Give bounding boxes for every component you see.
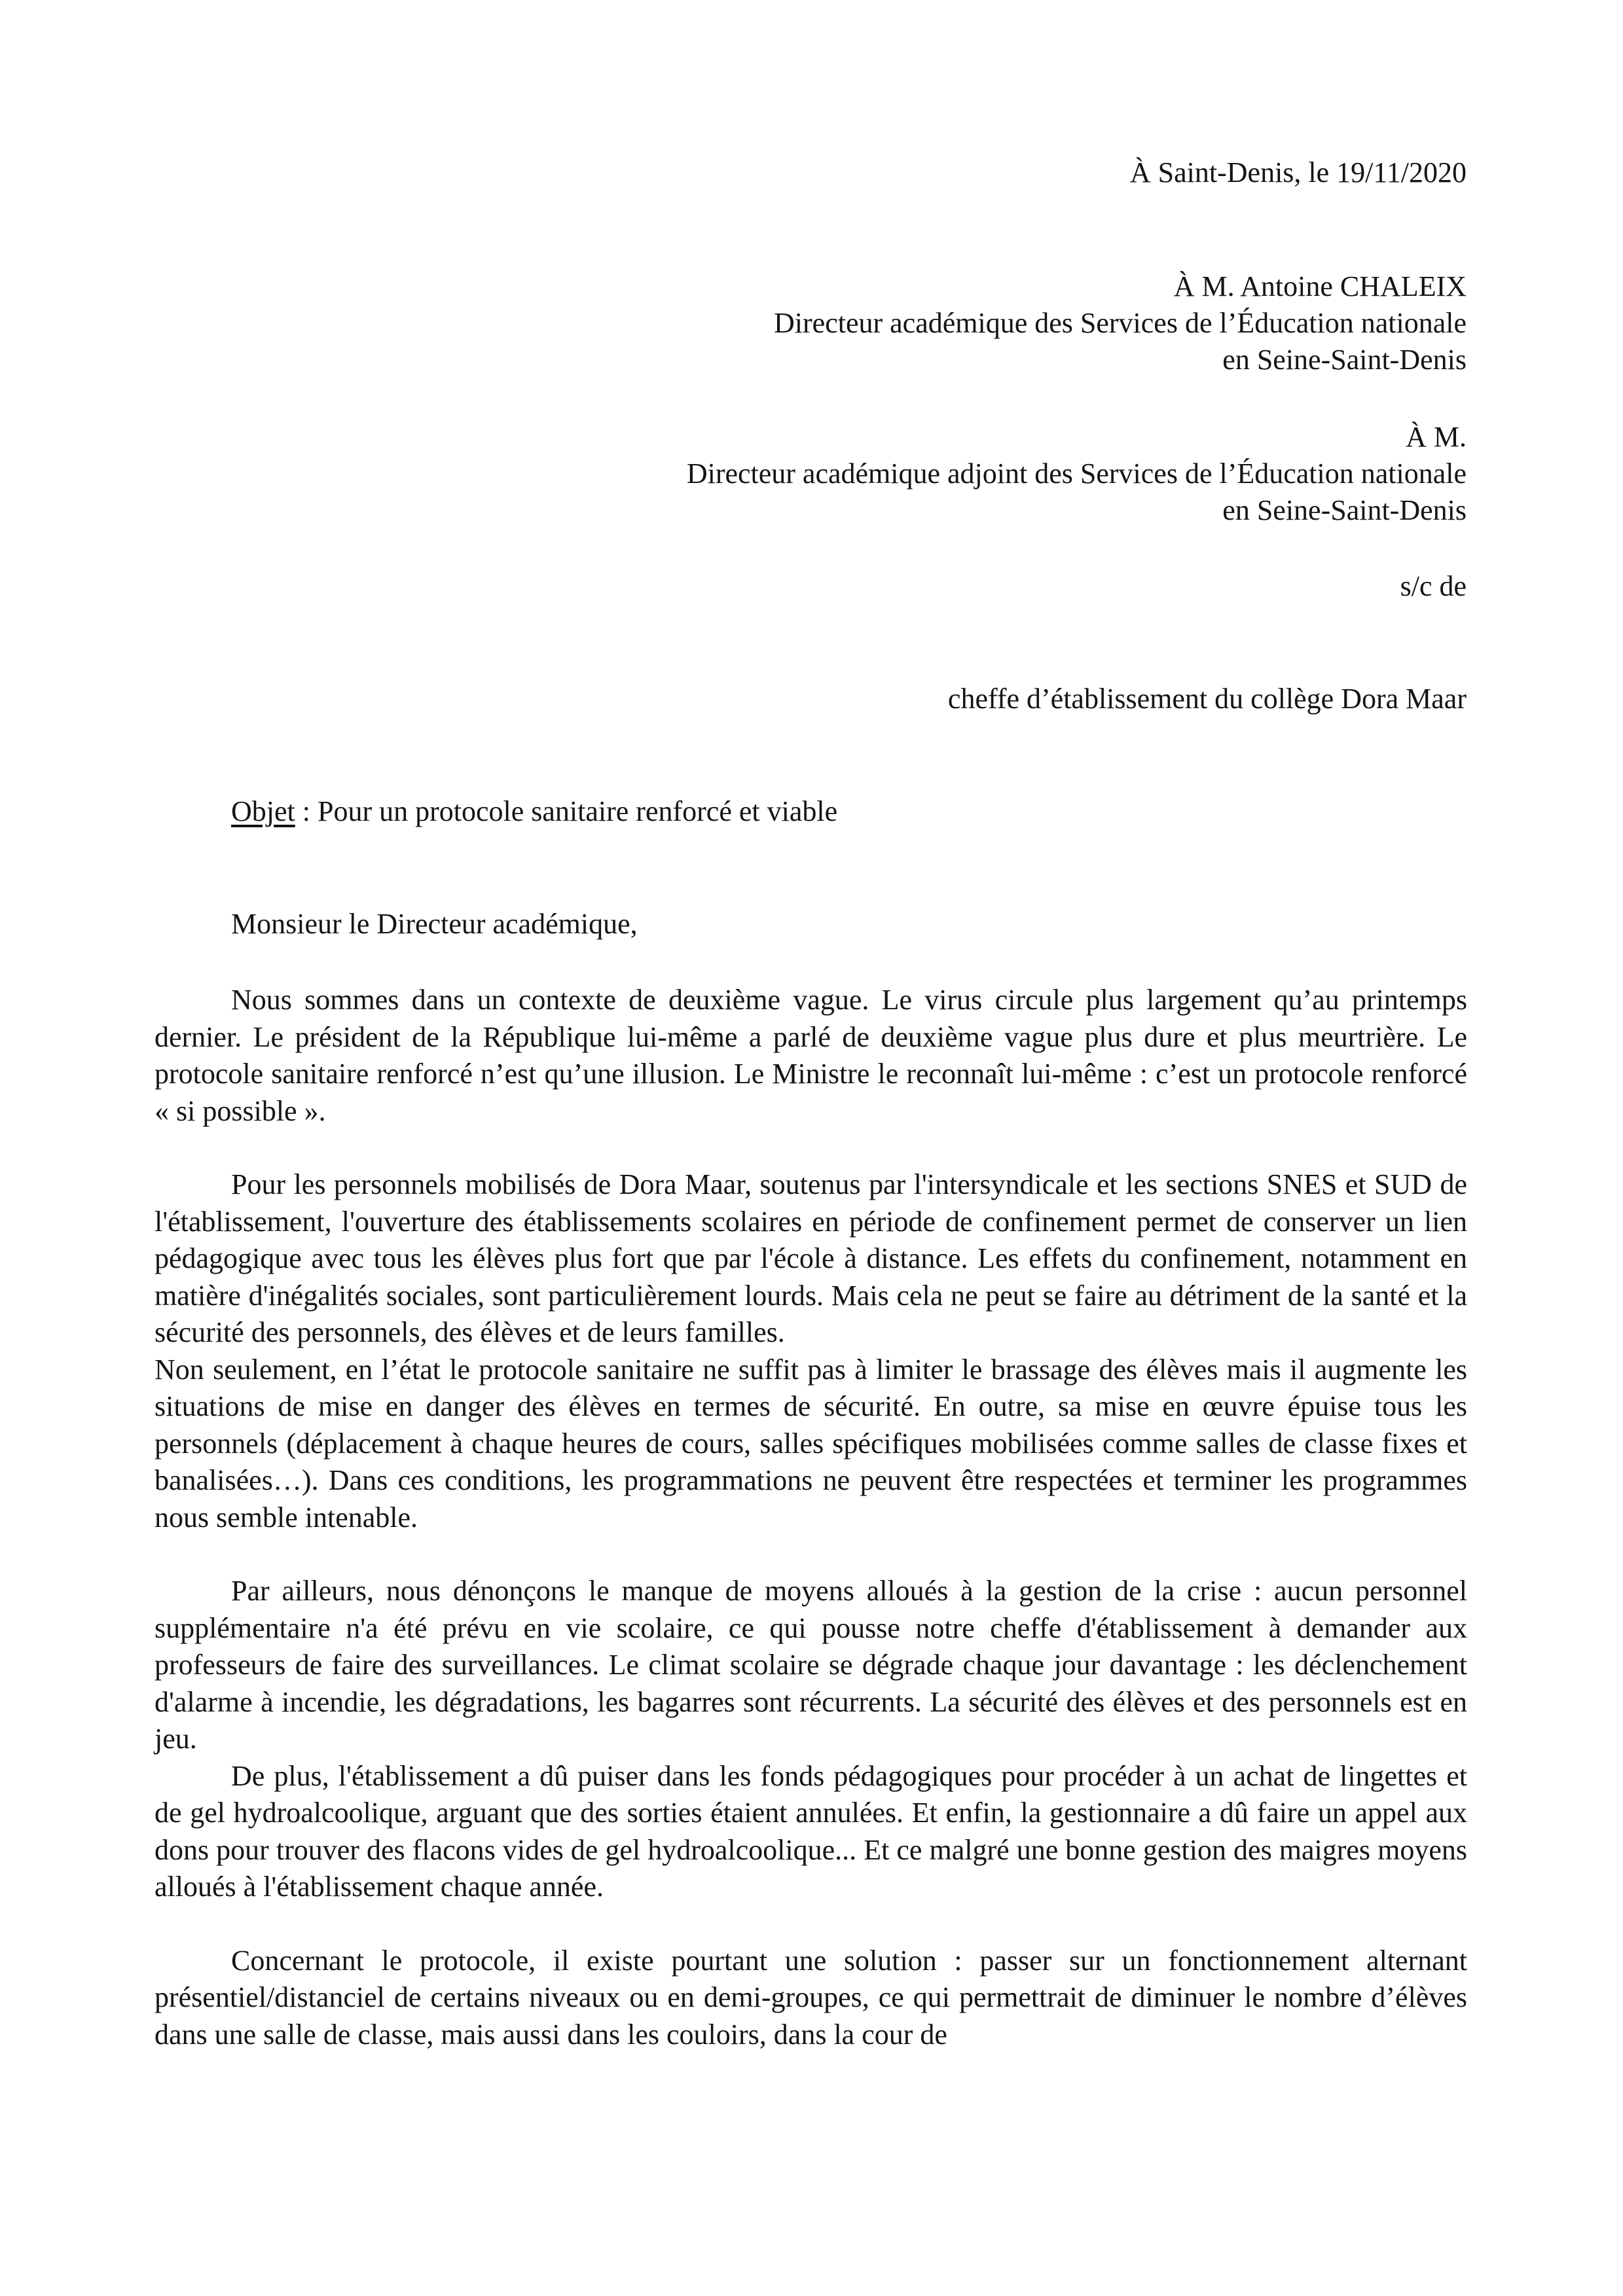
paragraph-4: Par ailleurs, nous dénonçons le manque de moyens alloués à la gestion de la crise : aucun personnel supplémentaire n'a été prévu en vie scolaire, ce qui pousse notre cheffe d'établissement à demander aux professeurs de faire des surveillances. Le climat scolaire se dégrade chaque jour davantage : les déclenchement d'alarme à incendie, les dégradations, les bagarres sont récurrents. La sécurité des élèves et des personnels est en jeu. bbox=[155, 1575, 1467, 1755]
paragraph-5: De plus, l'établissement a dû puiser dans les fonds pédagogiques pour procéder à un achat de lingettes et de gel hydroalcoolique, arguant que des sorties étaient annulées. Et enfin, la gestionnaire a dû faire un appel aux dons pour trouver des flacons vides de gel hydroalcoolique... Et ce malgré une bonne gestion des maigres moyens alloués à l'établissement chaque année. bbox=[155, 1759, 1467, 1903]
cheffe-etablissement: cheffe d’établissement du collège Dora Maar bbox=[947, 683, 1467, 715]
paragraph-3: Non seulement, en l’état le protocole sanitaire ne suffit pas à limiter le brassage des élèves mais il augmente les situations de mise en danger des élèves en termes de sécurité. En outre, sa mise en œuvre épuise tous les personnels (déplacement à chaque heures de cours, salles spécifiques mobilisées comme salles de classe fixes et banalisées…). Dans ces conditions, les programmations ne peuvent être respectées et terminer les programmes nous semble intenable. bbox=[155, 1353, 1467, 1534]
object-text: : Pour un protocole sanitaire renforcé et viable bbox=[295, 795, 838, 827]
paragraph-2: Pour les personnels mobilisés de Dora Maar, soutenus par l'intersyndicale et les sections SNES et SUD de l'établissement, l'ouverture des établissements scolaires en période de confinement permet de conserver un lien pédagogique avec tous les élèves plus fort que par l'école à distance. Les effets du confinement, notamment en matière d'inégalités sociales, sont particulièrement lourds. Mais cela ne peut se faire au détriment de la santé et la sécurité des personnels, des élèves et de leurs familles. bbox=[155, 1168, 1467, 1348]
object-label: Objet bbox=[231, 795, 295, 827]
salutation: Monsieur le Directeur académique, bbox=[231, 908, 638, 940]
recipient-1-title: Directeur académique des Services de l’Éducation nationale bbox=[774, 307, 1467, 339]
recipient-1-name: À M. Antoine CHALEIX bbox=[1173, 270, 1467, 302]
sc-de: s/c de bbox=[1400, 570, 1467, 602]
letter-body bbox=[155, 982, 1467, 2053]
paragraph-1: Nous sommes dans un contexte de deuxième vague. Le virus circule plus largement qu’au printemps dernier. Le président de la République lui-même a parlé de deuxième vague plus dure et plus meurtrière. Le protocole sanitaire renforcé n’est qu’une illusion. Le Ministre le reconnaît lui-même : c’est un protocole renforcé « si possible ». bbox=[155, 984, 1467, 1127]
recipient-2-location: en Seine-Saint-Denis bbox=[1222, 494, 1467, 526]
object-line bbox=[231, 793, 837, 830]
recipient-2-name: À M. bbox=[1406, 421, 1467, 453]
paragraph-6: Concernant le protocole, il existe pourtant une solution : passer sur un fonctionnement alternant présentiel/distanciel de certains niveaux ou en demi-groupes, ce qui permettrait de diminuer le nombre d’élèves dans une salle de classe, mais aussi dans les couloirs, dans la cour de bbox=[155, 1944, 1467, 2051]
place-date: À Saint-Denis, le 19/11/2020 bbox=[1129, 156, 1467, 188]
recipient-1-location: en Seine-Saint-Denis bbox=[1222, 344, 1467, 376]
recipient-2-title: Directeur académique adjoint des Services de l’Éducation nationale bbox=[686, 457, 1467, 490]
